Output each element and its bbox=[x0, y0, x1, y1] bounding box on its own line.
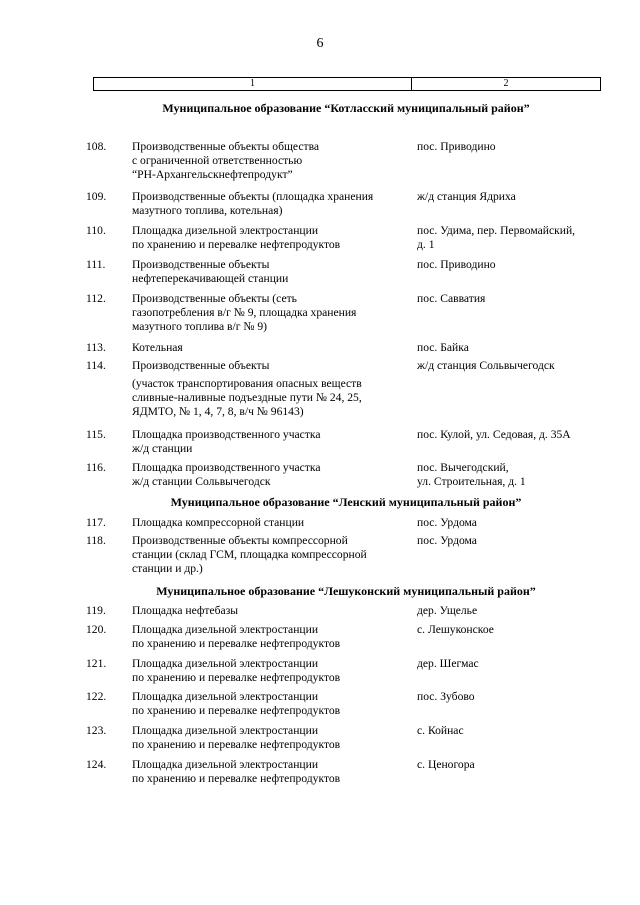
row-number: 113. bbox=[86, 341, 106, 354]
column-1-header: 1 bbox=[94, 78, 412, 90]
row-number: 123. bbox=[86, 724, 107, 737]
object-name-line: по хранению и перевалке нефтепродуктов bbox=[132, 671, 341, 684]
object-location-line: с. Лешуконское bbox=[417, 623, 494, 636]
object-name-line: с ограниченной ответственностью bbox=[132, 154, 303, 167]
row-number: 124. bbox=[86, 758, 107, 771]
column-2-header: 2 bbox=[503, 78, 509, 89]
section-heading-kotlas: Муниципальное образование “Котласский муниципальный район” bbox=[162, 101, 530, 115]
object-name-line: Производственные объекты (площадка хранения bbox=[132, 190, 374, 203]
object-name-line: Площадка компрессорной станции bbox=[132, 516, 305, 529]
object-location-line: с. Ценогора bbox=[417, 758, 475, 771]
object-name bbox=[132, 758, 404, 786]
object-name-line: Производственные объекты bbox=[132, 359, 270, 372]
object-name bbox=[132, 428, 404, 456]
object-name bbox=[132, 258, 404, 286]
object-location bbox=[417, 657, 607, 671]
object-name-line: Площадка дизельной электростанции bbox=[132, 657, 319, 670]
object-description-line: ЯДМТО, № 1, 4, 7, 8, в/ч № 96143) bbox=[132, 405, 304, 418]
object-location bbox=[417, 534, 607, 548]
object-name-line: нефтеперекачивающей станции bbox=[132, 272, 289, 285]
object-location-line: пос. Байка bbox=[417, 341, 469, 354]
object-location bbox=[417, 359, 607, 373]
object-location-line: ж/д станция Ядриха bbox=[417, 190, 516, 203]
object-location bbox=[417, 428, 607, 442]
object-name-line: ж/д станции Сольвычегодск bbox=[132, 475, 271, 488]
row-number: 108. bbox=[86, 140, 107, 153]
object-location-line: ж/д станция Сольвычегодск bbox=[417, 359, 555, 372]
row-number: 117. bbox=[86, 516, 106, 529]
object-name-line: Площадка дизельной электростанции bbox=[132, 758, 319, 771]
row-number: 116. bbox=[86, 461, 106, 474]
object-name-line: Площадка производственного участка bbox=[132, 428, 321, 441]
object-name-line: по хранению и перевалке нефтепродуктов bbox=[132, 704, 341, 717]
object-location bbox=[417, 623, 607, 637]
object-name-line: Производственные объекты общества bbox=[132, 140, 320, 153]
row-number: 109. bbox=[86, 190, 107, 203]
object-location-line: пос. Приводино bbox=[417, 140, 496, 153]
object-location-line: пос. Приводино bbox=[417, 258, 496, 271]
object-name bbox=[132, 604, 404, 618]
object-location-line: пос. Урдома bbox=[417, 534, 477, 547]
object-name-line: станции и др.) bbox=[132, 562, 203, 575]
object-name-line: ж/д станции bbox=[132, 442, 193, 455]
object-location-line: дер. Ущелье bbox=[417, 604, 478, 617]
object-name-line: Площадка нефтебазы bbox=[132, 604, 239, 617]
object-name-line: мазутного топлива в/г № 9) bbox=[132, 320, 268, 333]
object-location bbox=[417, 758, 607, 772]
row-number: 110. bbox=[86, 224, 106, 237]
object-name-line: Площадка дизельной электростанции bbox=[132, 724, 319, 737]
object-location-line: пос. Удима, пер. Первомайский, bbox=[417, 224, 576, 237]
object-name bbox=[132, 623, 404, 651]
object-name bbox=[132, 341, 404, 355]
object-name bbox=[132, 292, 404, 334]
object-description-line: (участок транспортирования опасных веществ bbox=[132, 377, 362, 390]
object-name bbox=[132, 516, 404, 530]
row-number: 121. bbox=[86, 657, 107, 670]
object-name bbox=[132, 724, 404, 752]
object-name-line: газопотребления в/г № 9, площадка хранения bbox=[132, 306, 357, 319]
section-heading-leshukonsky: Муниципальное образование “Лешуконский муниципальный район” bbox=[156, 584, 536, 598]
object-location bbox=[417, 724, 607, 738]
object-location bbox=[417, 140, 607, 154]
object-name bbox=[132, 190, 404, 218]
object-location bbox=[417, 516, 607, 530]
object-name bbox=[132, 140, 404, 182]
object-name-line: Производственные объекты bbox=[132, 258, 270, 271]
object-location-line: д. 1 bbox=[417, 238, 435, 251]
object-name-line: Площадка дизельной электростанции bbox=[132, 690, 319, 703]
row-number: 115. bbox=[86, 428, 106, 441]
object-location-line: ул. Строительная, д. 1 bbox=[417, 475, 526, 488]
row-number: 111. bbox=[86, 258, 106, 271]
object-location bbox=[417, 224, 607, 252]
object-description bbox=[132, 377, 404, 419]
object-location-line: пос. Вычегодский, bbox=[417, 461, 509, 474]
object-location-line: пос. Савватия bbox=[417, 292, 486, 305]
object-location-line: пос. Кулой, ул. Седовая, д. 35А bbox=[417, 428, 571, 441]
object-name bbox=[132, 534, 404, 576]
row-number: 112. bbox=[86, 292, 106, 305]
object-location bbox=[417, 604, 607, 618]
object-name-line: Производственные объекты компрессорной bbox=[132, 534, 348, 547]
section-heading-lensky: Муниципальное образование “Ленский муниципальный район” bbox=[170, 495, 522, 509]
row-number: 122. bbox=[86, 690, 107, 703]
object-location bbox=[417, 292, 607, 306]
object-name-line: по хранению и перевалке нефтепродуктов bbox=[132, 738, 341, 751]
table-column-header bbox=[93, 77, 601, 91]
object-name-line: мазутного топлива, котельная) bbox=[132, 204, 283, 217]
object-name bbox=[132, 359, 404, 373]
object-location bbox=[417, 461, 607, 489]
object-name-line: Площадка дизельной электростанции bbox=[132, 224, 319, 237]
object-name-line: станции (склад ГСМ, площадка компрессорной bbox=[132, 548, 367, 561]
object-name bbox=[132, 690, 404, 718]
object-name bbox=[132, 461, 404, 489]
object-name-line: по хранению и перевалке нефтепродуктов bbox=[132, 772, 341, 785]
object-location bbox=[417, 258, 607, 272]
object-location-line: пос. Зубово bbox=[417, 690, 475, 703]
row-number: 118. bbox=[86, 534, 106, 547]
object-name-line: Площадка дизельной электростанции bbox=[132, 623, 319, 636]
object-description-line: сливные-наливные подъездные пути № 24, 25, bbox=[132, 391, 362, 404]
object-name bbox=[132, 224, 404, 252]
object-name-line: Производственные объекты (сеть bbox=[132, 292, 297, 305]
row-number: 119. bbox=[86, 604, 106, 617]
object-location-line: дер. Шегмас bbox=[417, 657, 479, 670]
object-location-line: с. Койнас bbox=[417, 724, 464, 737]
page-number: 6 bbox=[316, 36, 324, 51]
object-name bbox=[132, 657, 404, 685]
object-name-line: по хранению и перевалке нефтепродуктов bbox=[132, 637, 341, 650]
object-name-line: Площадка производственного участка bbox=[132, 461, 321, 474]
object-location bbox=[417, 341, 607, 355]
object-name-line: по хранению и перевалке нефтепродуктов bbox=[132, 238, 341, 251]
object-name-line: Котельная bbox=[132, 341, 183, 354]
row-number: 120. bbox=[86, 623, 107, 636]
object-location bbox=[417, 690, 607, 704]
row-number: 114. bbox=[86, 359, 106, 372]
object-location bbox=[417, 190, 607, 204]
object-name-line: “РН-Архангельскнефтепродукт” bbox=[132, 168, 293, 181]
object-location-line: пос. Урдома bbox=[417, 516, 477, 529]
